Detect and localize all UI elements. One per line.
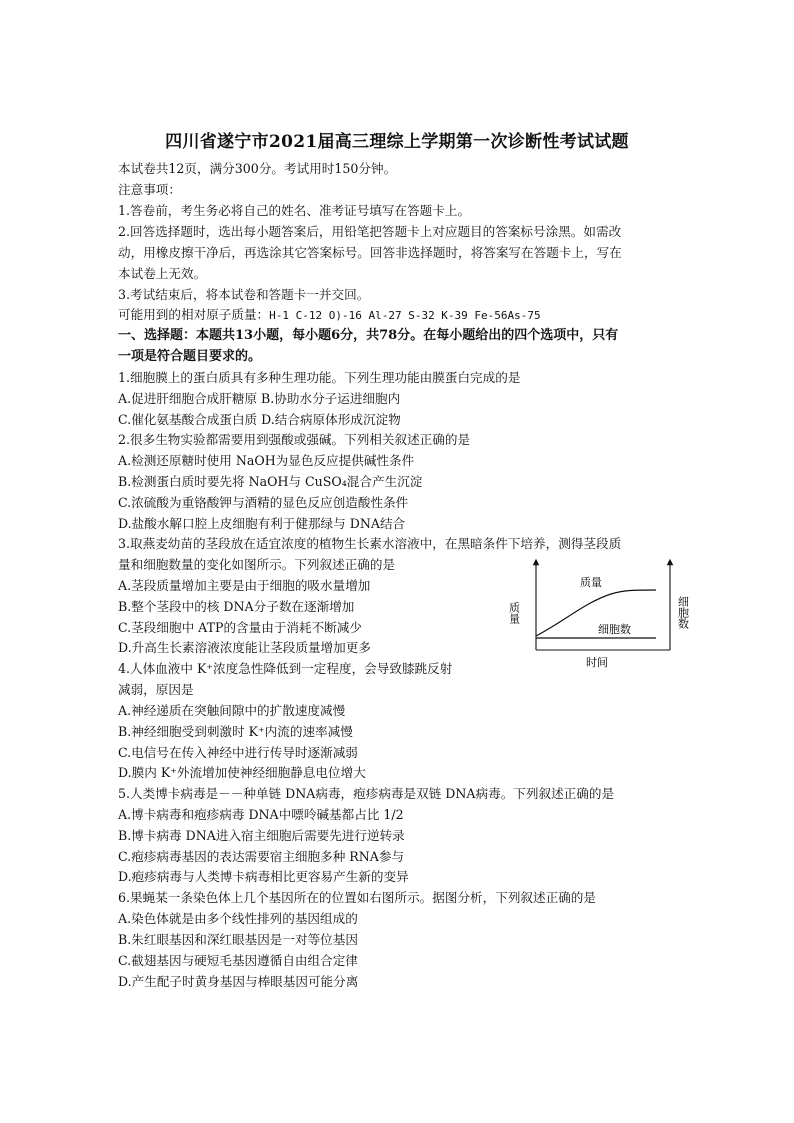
intro-line: 本试卷共12页，满分300分。考试用时150分钟。 — [118, 161, 397, 176]
cell-curve-label: 细胞数 — [598, 623, 631, 636]
q6-option-b: B.朱红眼基因和深红眼基因是一对等位基因 — [118, 932, 358, 947]
q5-option-c: C.疱疹病毒基因的表达需要宿主细胞多种 RNA参与 — [118, 849, 405, 864]
left-axis-label: 质量 — [507, 602, 521, 624]
page-title: 四川省遂宁市2021届高三理综上学期第一次诊断性考试试题 — [165, 132, 629, 152]
notice-item-2b: 动，用橡皮擦干净后，再选涂其它答案标号。回答非选择题时，将答案写在答题卡上，写在 — [118, 245, 622, 260]
q6-option-a: A.染色体就是由多个线性排列的基因组成的 — [118, 911, 358, 926]
mass-curve-label: 质量 — [580, 576, 602, 589]
q3-option-b: B.整个茎段中的核 DNA分子数在逐渐增加 — [118, 599, 355, 614]
section-heading-1: 一、选择题：本题共13小题，每小题6分，共78分。在每小题给出的四个选项中，只有 — [118, 328, 619, 343]
q2-option-b: B.检测蛋白质时要先将 NaOH与 CuSO₄混合产生沉淀 — [118, 474, 423, 489]
notice-item-2c: 本试卷上无效。 — [118, 266, 207, 281]
q3-option-a: A.茎段质量增加主要是由于细胞的吸水量增加 — [118, 578, 371, 593]
q6-option-c: C.截翅基因与硬短毛基因遵循自由组合定律 — [118, 953, 358, 968]
q1-stem: 1.细胞膜上的蛋白质具有多种生理功能。下列生理功能由膜蛋白完成的是 — [118, 370, 521, 385]
right-axis-label: 细胞数 — [676, 596, 690, 629]
q2-option-a: A.检测还原糖时使用 NaOH为显色反应提供碱性条件 — [118, 453, 415, 468]
section-heading-2: 一项是符合题目要求的。 — [118, 349, 262, 364]
q6-option-d: D.产生配子时黄身基因与棒眼基因可能分离 — [118, 974, 359, 989]
atomic-mass-line — [118, 306, 541, 325]
atomic-mass-label: 可能用到的相对原子质量： — [118, 307, 270, 322]
q2-option-c: C.浓硫酸为重铬酸钾与酒精的显色反应创造酸性条件 — [118, 495, 409, 510]
notice-item-3: 3.考试结束后，将本试卷和答题卡一并交回。 — [118, 287, 370, 302]
q5-option-d: D.疱疹病毒与人类博卡病毒相比更容易产生新的变异 — [118, 869, 409, 884]
q6-stem: 6.果蝇某一条染色体上几个基因所在的位置如右图所示。据图分析，下列叙述正确的是 — [118, 890, 596, 905]
q3-option-d: D.升高生长素溶液浓度能让茎段质量增加更多 — [118, 640, 371, 655]
q5-option-b: B.博卡病毒 DNA进入宿主细胞后需要先进行逆转录 — [118, 828, 405, 843]
atomic-mass-values: H-1 C-12 O)-16 Al-27 S-32 K-39 Fe-56As-75 — [269, 309, 541, 322]
q3-option-c: C.茎段细胞中 ATP的含量由于消耗不断减少 — [118, 620, 362, 635]
notice-item-1: 1.答卷前，考生务必将自己的姓名、准考证号填写在答题卡上。 — [118, 203, 471, 218]
q5-stem: 5.人类博卡病毒是－－种单链 DNA病毒，疱疹病毒是双链 DNA病毒。下列叙述正确的是 — [118, 786, 615, 801]
notice-heading: 注意事项： — [118, 182, 181, 197]
q1-options-cd: C.催化氨基酸合成蛋白质 D.结合病原体形成沉淀物 — [118, 412, 401, 427]
q2-option-d: D.盐酸水解口腔上皮细胞有利于健那绿与 DNA结合 — [118, 516, 406, 531]
q4-option-d: D.膜内 K⁺外流增加使神经细胞静息电位增大 — [118, 765, 366, 780]
q4-stem-1: 4.人体血液中 K⁺浓度急性降低到一定程度，会导致膝跳反射 — [118, 661, 453, 676]
notice-item-2a: 2.回答选择题时，选出每小题答案后，用铅笔把答题卡上对应题目的答案标号涂黑。如需改 — [118, 224, 622, 239]
q4-option-c: C.电信号在传入神经中进行传导时逐渐减弱 — [118, 745, 358, 760]
q5-option-a: A.博卡病毒和疱疹病毒 DNA中嘌呤碱基都占比 1/2 — [118, 807, 404, 822]
mass-curve — [536, 590, 656, 636]
q3-stem-2: 量和细胞数量的变化如图所示。下列叙述正确的是 — [118, 557, 396, 572]
q4-option-a: A.神经递质在突触间隙中的扩散速度减慢 — [118, 703, 346, 718]
q1-options-ab: A.促进肝细胞合成肝糖原 B.协助水分子运进细胞内 — [118, 391, 401, 406]
q4-option-b: B.神经细胞受到刺激时 K⁺内流的速率减慢 — [118, 724, 353, 739]
q2-stem: 2.很多生物实验都需要用到强酸或强碱。下列相关叙述正确的是 — [118, 432, 471, 447]
q3-stem-1: 3.取燕麦幼苗的茎段放在适宜浓度的植物生长素水溶液中，在黑暗条件下培养，测得茎段质 — [118, 536, 622, 551]
x-axis-label: 时间 — [586, 656, 608, 669]
q4-stem-2: 减弱，原因是 — [118, 682, 194, 697]
q3-growth-figure — [506, 558, 696, 670]
